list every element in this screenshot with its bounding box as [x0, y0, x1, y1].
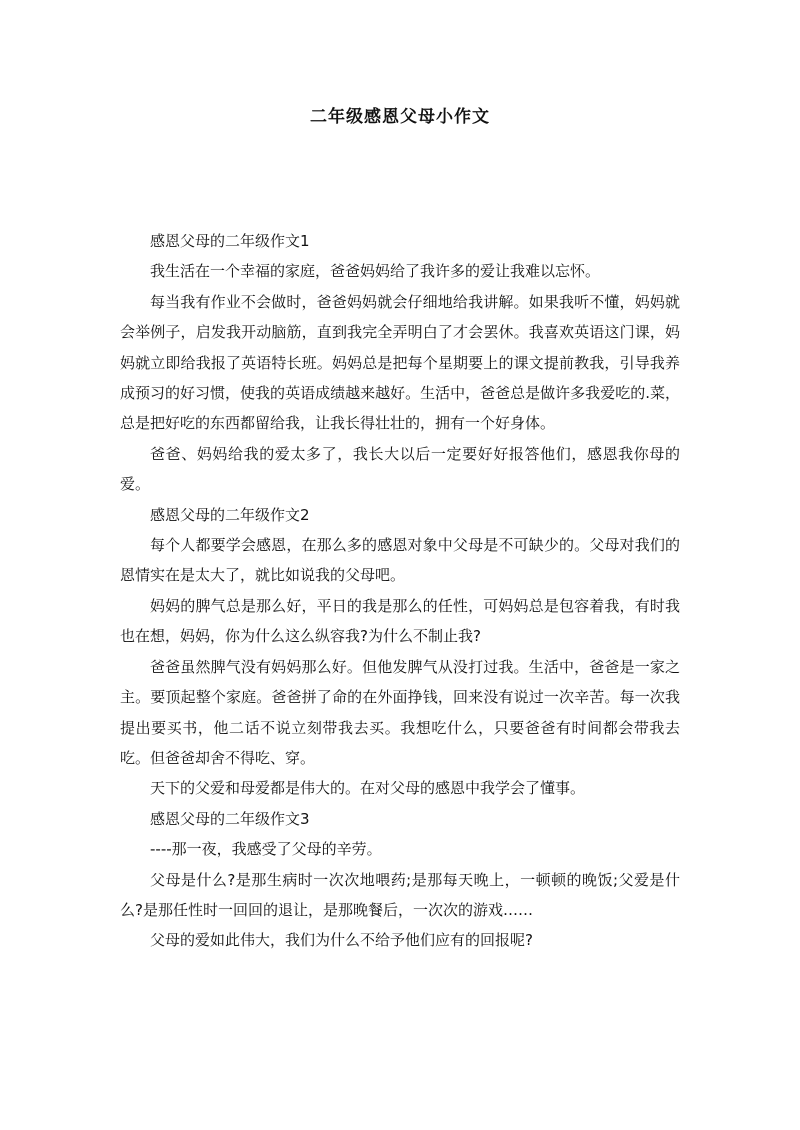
paragraph: 父母的爱如此伟大，我们为什么不给予他们应有的回报呢?: [150, 931, 533, 950]
paragraph: 爸爸虽然脾气没有妈妈那么好。但他发脾气从没打过我。生活中，爸爸是一家之主。要顶起整个家庭。爸爸拼了命的在外面挣钱，回来没有说过一次辛苦。每一次我提出要买书，他二话不说立刻带我去买。我想吃什么，只要爸爸有时间都会带我去吃。但爸爸却舍不得吃、穿。: [120, 657, 680, 767]
document-body: [120, 226, 680, 956]
paragraph: 父母是什么?是那生病时一次次地喂药;是那每天晚上，一顿顿的晚饭;父爱是什么?是那任性时一回回的退让，是那晚餐后，一次次的游戏……: [120, 870, 680, 919]
section-heading: 感恩父母的二年级作文2: [150, 505, 310, 524]
paragraph: 每个人都要学会感恩，在那么多的感恩对象中父母是不可缺少的。父母对我们的恩情实在是太大了，就比如说我的父母吧。: [120, 536, 680, 585]
paragraph: 我生活在一个幸福的家庭，爸爸妈妈给了我许多的爱让我难以忘怀。: [150, 262, 601, 281]
section-heading: 感恩父母的二年级作文1: [150, 232, 310, 250]
document-title: 二年级感恩父母小作文: [310, 107, 490, 127]
section-heading: 感恩父母的二年级作文3: [150, 809, 310, 828]
paragraph: 天下的父爱和母爱都是伟大的。在对父母的感恩中我学会了懂事。: [150, 779, 586, 798]
paragraph: 每当我有作业不会做时，爸爸妈妈就会仔细地给我讲解。如果我听不懂，妈妈就会举例子，启发我开动脑筋，直到我完全弄明白了才会罢休。我喜欢英语这门课，妈妈就立即给我报了英语特长班。妈妈总是把每个星期要上的课文提前教我，引导我养成预习的好习惯，使我的英语成绩越来越好。生活中，爸爸总是做许多我爱吃的.菜，总是把好吃的东西都留给我，让我长得壮壮的，拥有一个好身体。: [120, 292, 680, 433]
paragraph: 妈妈的脾气总是那么好，平日的我是那么的任性，可妈妈总是包容着我，有时我也在想，妈妈，你为什么这么纵容我?为什么不制止我?: [120, 596, 680, 646]
paragraph: 爸爸、妈妈给我的爱太多了，我长大以后一定要好好报答他们，感恩我你母的爱。: [120, 444, 680, 494]
paragraph: ----那一夜，我感受了父母的辛劳。: [150, 840, 382, 859]
